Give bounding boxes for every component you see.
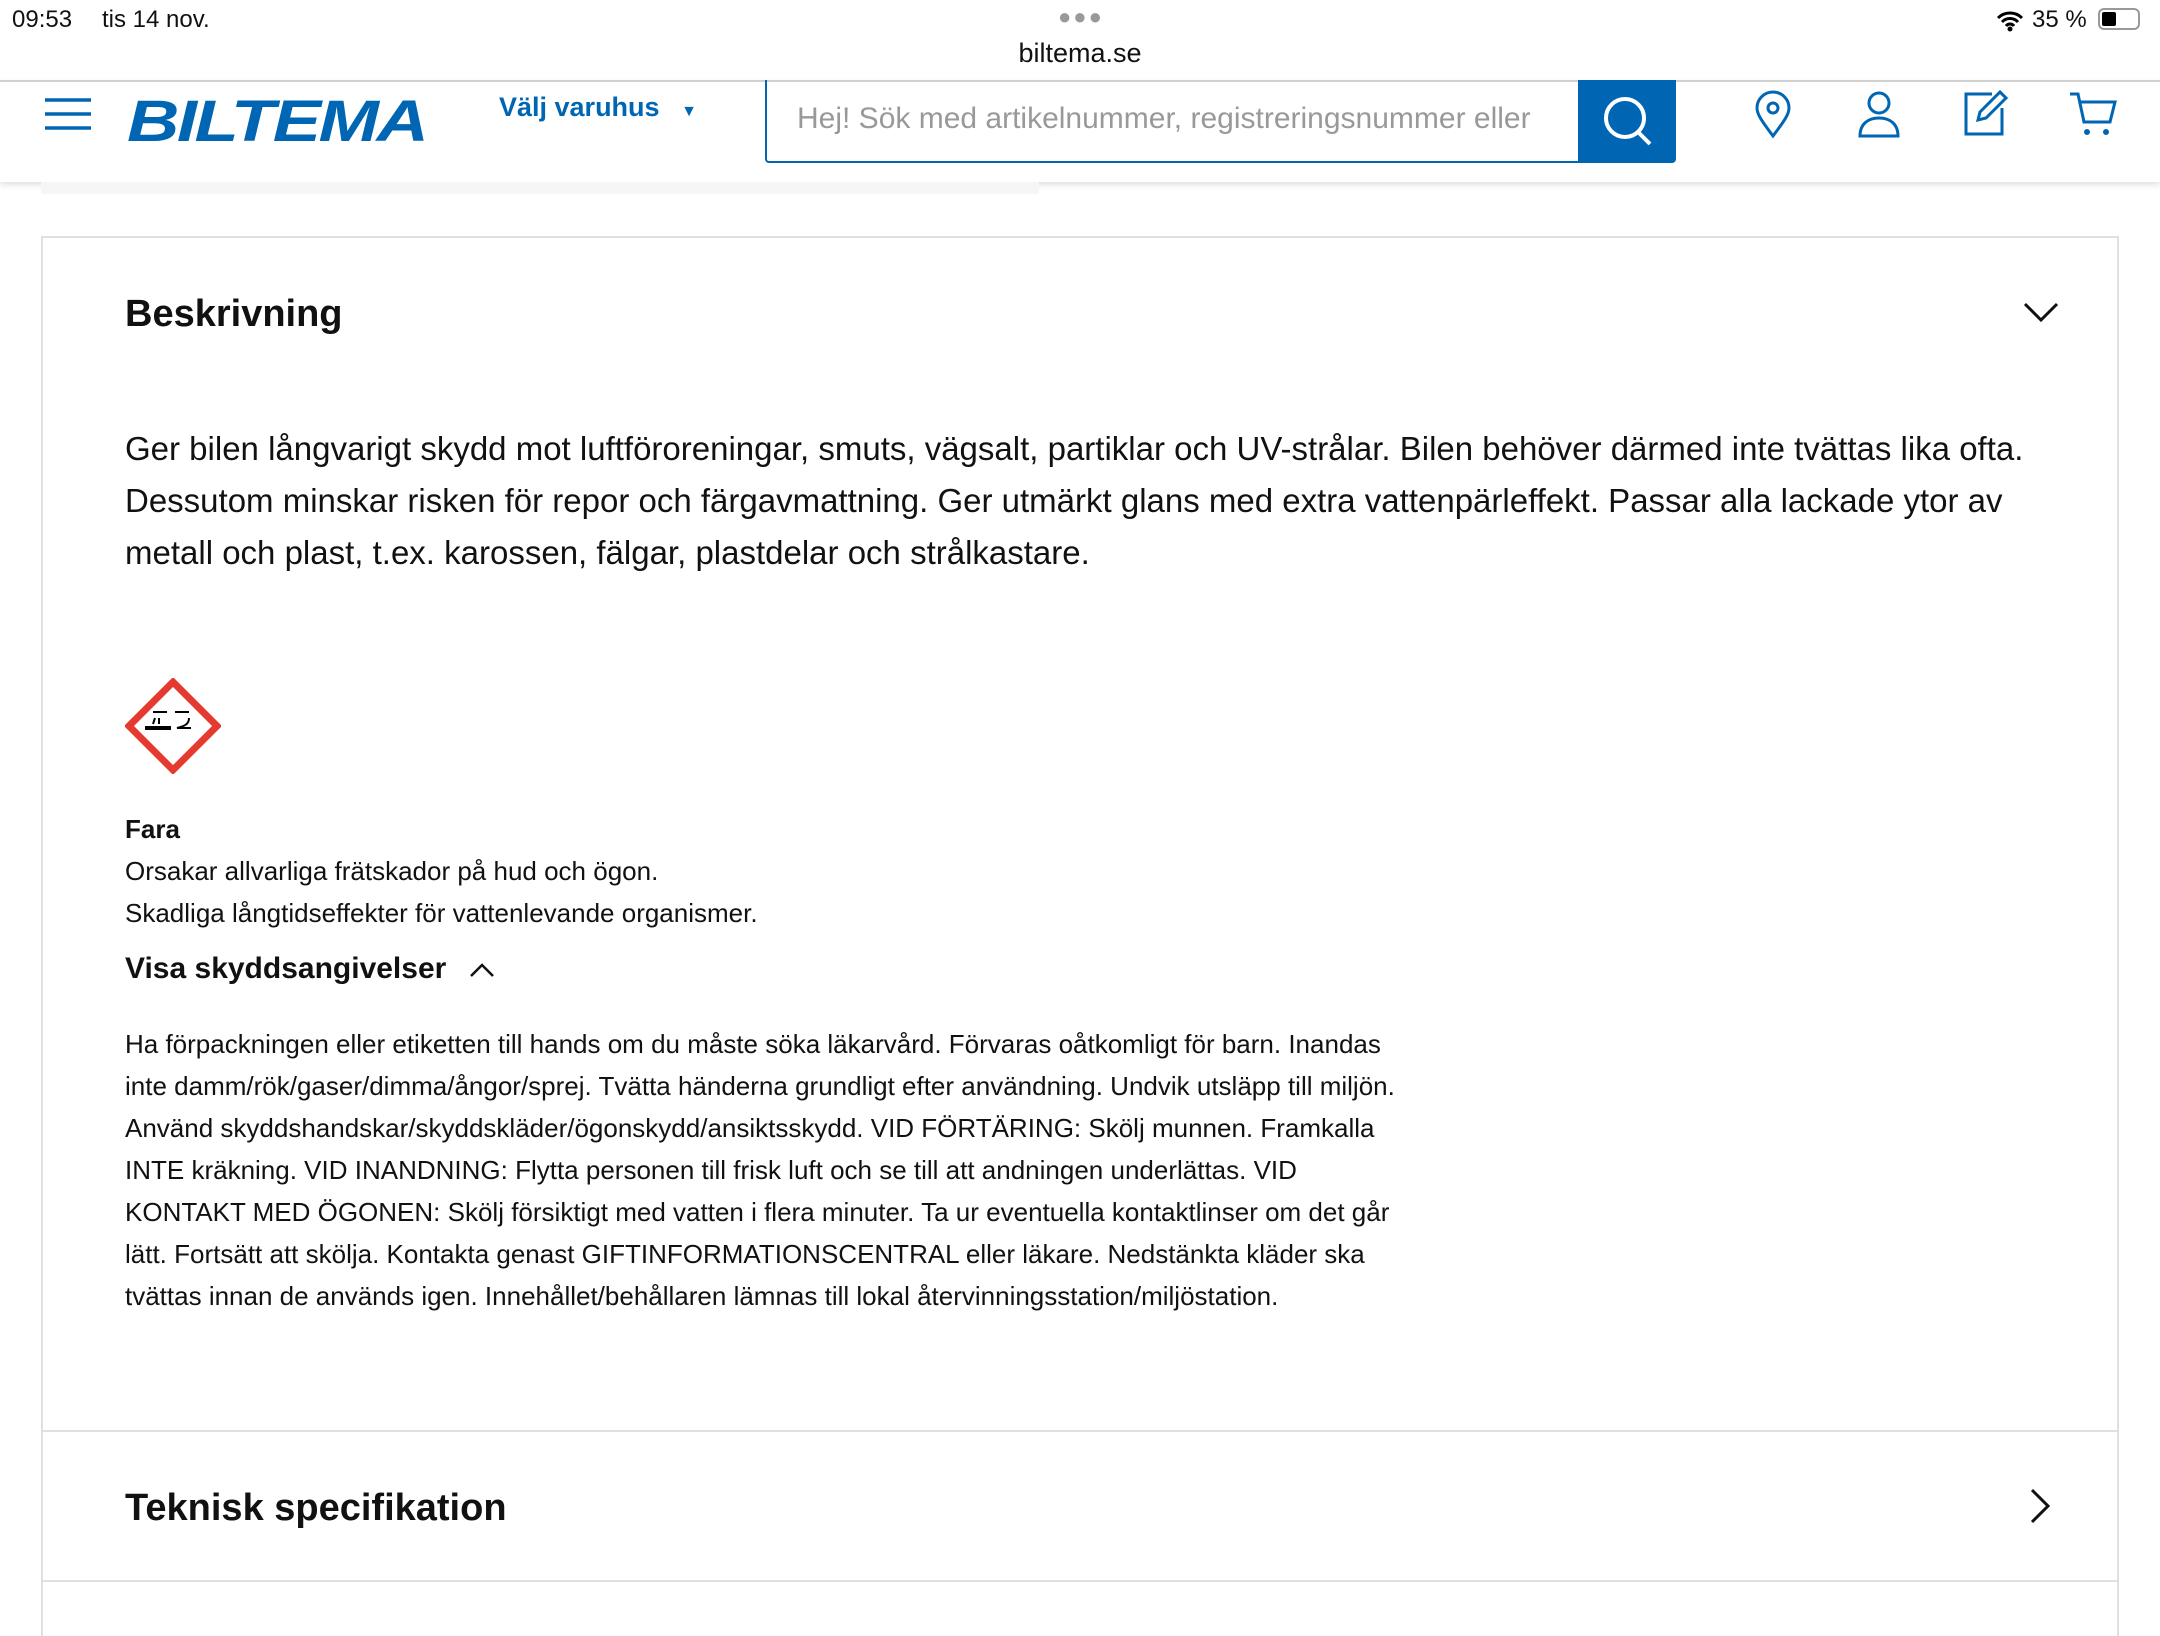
store-location-icon[interactable]	[1753, 90, 1793, 140]
status-time: 09:53	[12, 6, 73, 33]
cart-icon[interactable]	[2068, 90, 2118, 138]
biltema-logo[interactable]: BILTEMA	[127, 89, 427, 154]
search-button[interactable]	[1578, 80, 1676, 163]
toggle-precautions-button[interactable]	[125, 952, 495, 986]
precautionary-statements: Ha förpackningen eller etiketten till hands om du måste söka läkarvård. Förvaras oåtkomligt för barn. Inandas inte damm/rök/gaser/dimma/ångor/sprej. Tvätta händerna grundligt efter användning. Undvik utsläpp till miljön. Använd skyddshandskar/skyddskläder/ögonskydd/ansiktsskydd. VID FÖRTÄRING: Skölj munnen. Framkalla INTE kräkning. VID INANDNING: Flytta personen till frisk luft och se till att andningen underlättas. VID KONTAKT MED ÖGONEN: Skölj försiktigt med vatten i flera minuter. Ta ur eventuella kontaktlinser om det går lätt. Fortsätt att skölja. Kontakta genast GIFTINFORMATIONSCENTRAL eller läkare. Nedstänkta kläder ska tvättas innan de används igen. Innehållet/behållaren lämnas till lokal återvinningsstation/miljöstation.	[125, 1029, 1395, 1311]
hazard-statement: Skadliga långtidseffekter för vattenlevande organismer.	[125, 898, 758, 928]
technical-spec-title: Teknisk specifikation	[125, 1487, 507, 1529]
store-select[interactable]	[499, 92, 697, 123]
chevron-down-icon[interactable]	[2023, 302, 2059, 324]
site-header	[0, 80, 2160, 182]
edit-list-icon[interactable]	[1962, 90, 2008, 136]
search-field[interactable]	[765, 80, 1580, 163]
search-input[interactable]	[797, 80, 1577, 158]
product-info-card	[41, 236, 2119, 1636]
toggle-precautions-label: Visa skyddsangivelser	[125, 952, 447, 985]
chevron-right-icon	[2029, 1488, 2051, 1524]
wifi-icon	[1996, 10, 2024, 32]
description-section	[43, 238, 2117, 1428]
technical-spec-section[interactable]	[43, 1432, 2117, 1582]
more-dots-icon[interactable]: ●●●	[1058, 4, 1104, 29]
battery-percent: 35 %	[2032, 6, 2087, 33]
hazard-statement: Orsakar allvarliga frätskador på hud och ögon.	[125, 856, 659, 886]
account-icon[interactable]	[1857, 90, 1901, 138]
search-icon	[1578, 80, 1676, 163]
caret-down-icon: ▼	[681, 103, 697, 120]
store-select-label: Välj varuhus	[499, 92, 660, 122]
status-date: tis 14 nov.	[102, 6, 210, 33]
breadcrumb-placeholder	[41, 182, 1039, 194]
status-bar	[0, 0, 2160, 80]
chevron-up-icon	[469, 962, 495, 978]
divider	[43, 1580, 2117, 1582]
hamburger-menu-icon[interactable]	[45, 98, 91, 130]
corrosive-hazard-icon	[125, 678, 221, 774]
hazard-signal-word: Fara	[125, 814, 180, 844]
description-text: Ger bilen långvarigt skydd mot luftföroreningar, smuts, vägsalt, partiklar och UV-strålar. Bilen behöver därmed inte tvättas lika ofta. Dessutom minskar risken för repor och färgavmattning. Ger utmärkt glans med extra vattenpärleffekt. Passar alla lackade ytor av metall och plast, t.ex. karossen, fälgar, plastdelar och strålkastare.	[125, 430, 2024, 571]
battery-icon	[2098, 8, 2140, 30]
url-label[interactable]: biltema.se	[1018, 38, 1142, 68]
description-title[interactable]: Beskrivning	[125, 293, 343, 335]
